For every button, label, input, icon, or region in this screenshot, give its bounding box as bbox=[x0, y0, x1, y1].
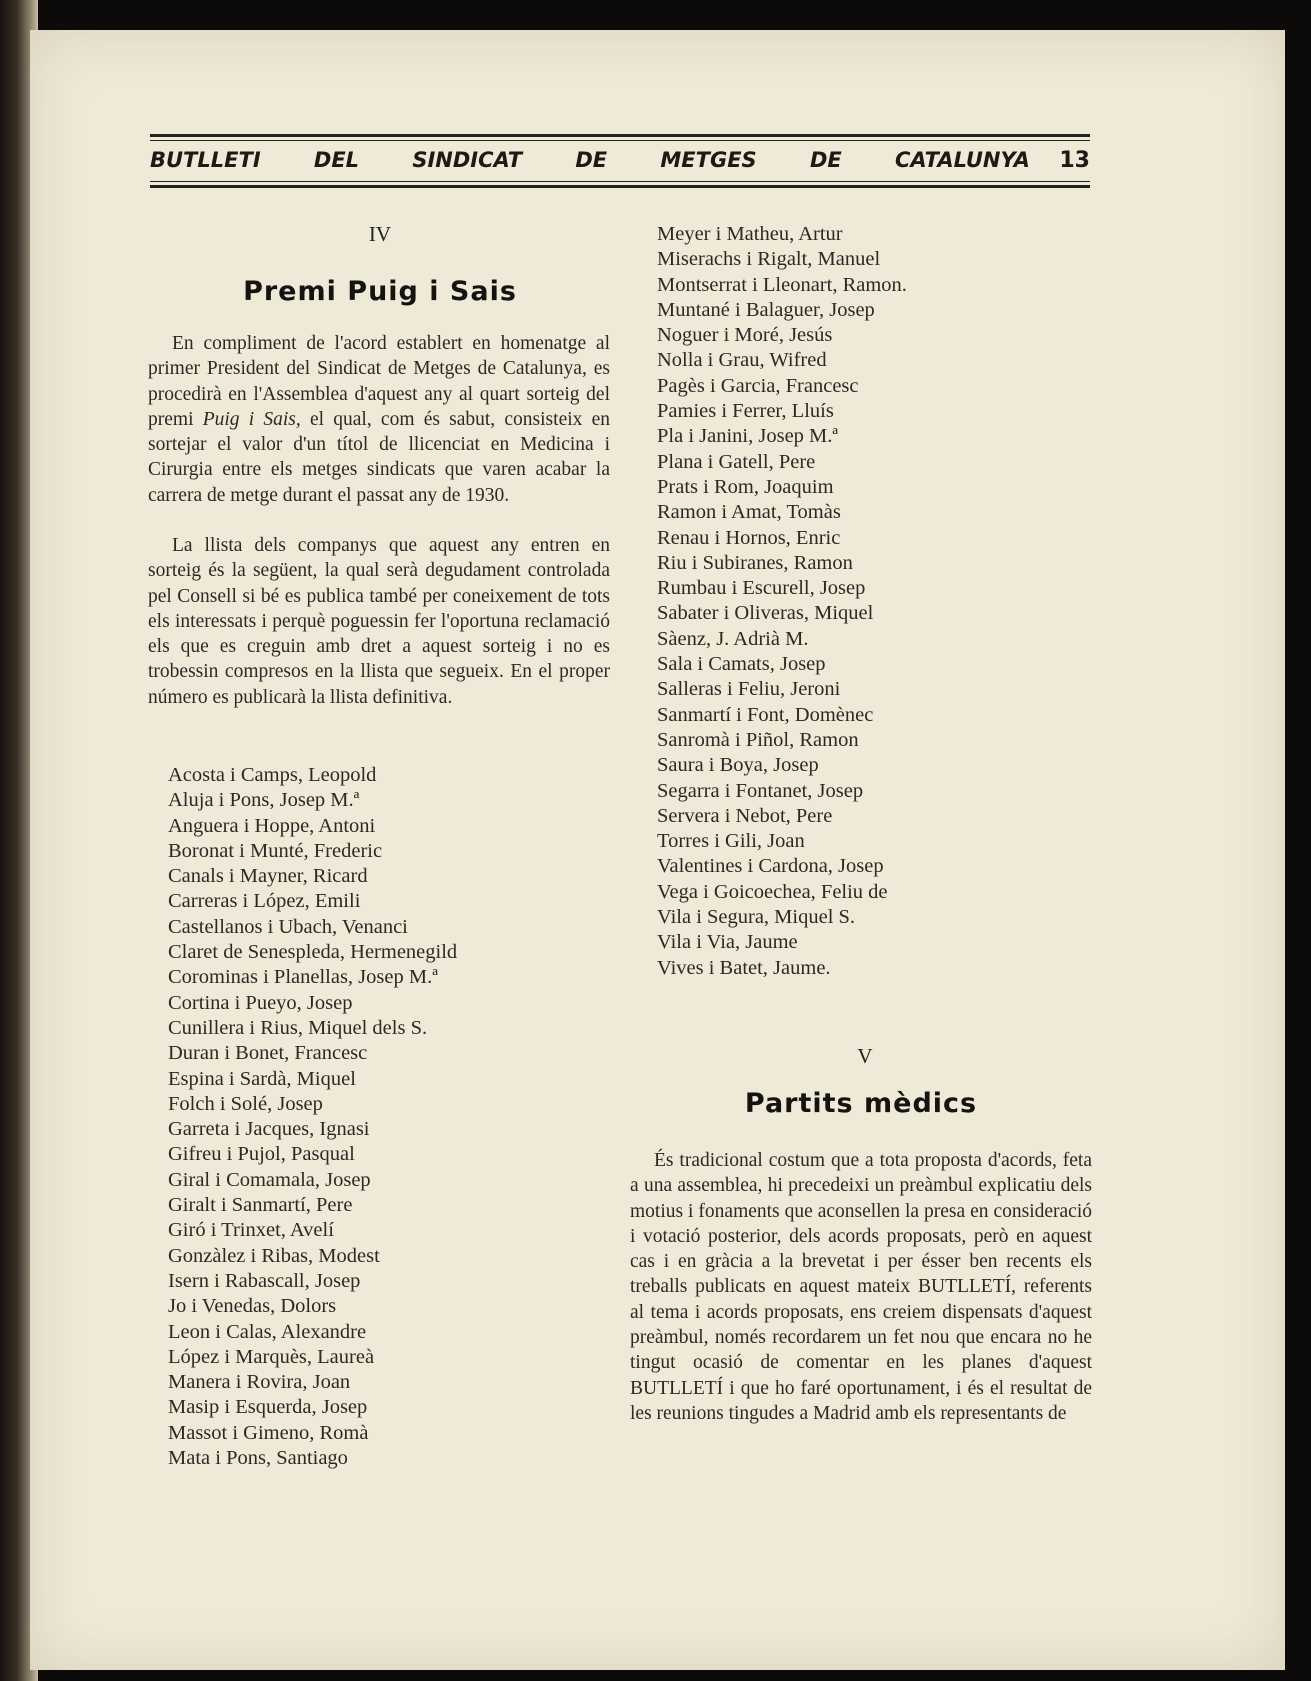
candidate-name: Miserachs i Rigalt, Manuel bbox=[657, 248, 881, 271]
journal-title-word: BUTLLETI bbox=[150, 148, 261, 172]
premi-paragraph-2: La llista dels companys que aquest any entren en sorteig és la següent, la qual serà degudament controlada pel Consell si bé es publica també per coneixement de tots els interessats i perquè poguessin fer l'oportuna reclamació els que es creguin amb dret a aquest sorteig i no es trobessin compresos en la llista que segueix. En el proper número es publicarà la llista definitiva. bbox=[148, 535, 610, 708]
candidate-name: Sanromà i Piñol, Ramon bbox=[657, 728, 859, 751]
candidate-name: Meyer i Matheu, Artur bbox=[657, 223, 843, 245]
candidate-name: Giró i Trinxet, Avelí bbox=[168, 1219, 334, 1242]
candidate-name: Leon i Calas, Alexandre bbox=[168, 1320, 367, 1343]
journal-title-word: SINDICAT bbox=[412, 148, 523, 172]
section-title-premi: Premi Puig i Sais bbox=[243, 276, 517, 307]
candidate-name: Gifreu i Pujol, Pasqual bbox=[168, 1143, 355, 1166]
candidate-name: Plana i Gatell, Pere bbox=[657, 450, 816, 473]
journal-title-word: DEL bbox=[313, 148, 360, 172]
candidate-name: Cunillera i Rius, Miquel dels S. bbox=[168, 1016, 428, 1039]
journal-title-word: DE bbox=[809, 148, 842, 172]
candidate-list-right bbox=[657, 222, 907, 981]
candidate-name: Cortina i Pueyo, Josep bbox=[168, 991, 353, 1014]
premi-paragraph-1 bbox=[148, 331, 610, 508]
candidate-name: Nolla i Grau, Wifred bbox=[657, 349, 827, 372]
candidate-name: Saura i Boya, Josep bbox=[657, 754, 819, 777]
header-rule-top-thick bbox=[150, 134, 1090, 137]
candidate-name: Folch i Solé, Josep bbox=[168, 1092, 323, 1115]
candidate-name: Gonzàlez i Ribas, Modest bbox=[168, 1244, 380, 1267]
candidate-name: Sala i Camats, Josep bbox=[657, 653, 826, 676]
candidate-name: Vega i Goicoechea, Feliu de bbox=[657, 880, 888, 903]
section-number-v: V bbox=[857, 1044, 873, 1068]
candidate-name: Canals i Mayner, Ricard bbox=[168, 865, 368, 888]
candidate-name: Anguera i Hoppe, Antoni bbox=[168, 814, 376, 837]
candidate-name: Giral i Comamala, Josep bbox=[168, 1168, 371, 1191]
candidate-name: Pla i Janini, Josep M.ª bbox=[657, 425, 839, 448]
candidate-name: Muntané i Balaguer, Josep bbox=[657, 298, 875, 321]
candidate-name: Vives i Batet, Jaume. bbox=[657, 956, 831, 979]
journal-title-word: METGES bbox=[660, 148, 757, 172]
candidate-name: Massot i Gimeno, Romà bbox=[168, 1421, 369, 1444]
candidate-name: Mata i Pons, Santiago bbox=[168, 1447, 348, 1470]
candidate-name: Claret de Senespleda, Hermenegild bbox=[168, 941, 458, 964]
candidate-list-left bbox=[168, 763, 457, 1471]
candidate-name: Valentines i Cardona, Josep bbox=[657, 855, 884, 878]
header-rule-bottom-thick bbox=[150, 185, 1090, 188]
candidate-name: Sàenz, J. Adrià M. bbox=[657, 627, 809, 650]
candidate-name: Manera i Rovira, Joan bbox=[168, 1371, 351, 1394]
candidate-name: Segarra i Fontanet, Josep bbox=[657, 779, 864, 802]
running-header bbox=[150, 148, 1090, 178]
candidate-name: Sabater i Oliveras, Miquel bbox=[657, 602, 874, 625]
journal-title-word: DE bbox=[575, 148, 608, 172]
candidate-name: Isern i Rabascall, Josep bbox=[168, 1269, 361, 1292]
candidate-name: Salleras i Feliu, Jeroni bbox=[657, 678, 841, 701]
candidate-name: Pagès i Garcia, Francesc bbox=[657, 374, 859, 397]
candidate-name: Giralt i Sanmartí, Pere bbox=[168, 1194, 353, 1217]
candidate-name: Sanmartí i Font, Domènec bbox=[657, 703, 874, 726]
candidate-name: Jo i Venedas, Dolors bbox=[168, 1295, 337, 1318]
journal-title-word: CATALUNYA bbox=[895, 148, 1030, 172]
page-number: 13 bbox=[1059, 148, 1090, 173]
header-rule-top-thin bbox=[150, 140, 1090, 141]
candidate-name: Prats i Rom, Joaquim bbox=[657, 475, 834, 498]
candidate-name: Castellanos i Ubach, Venanci bbox=[168, 915, 408, 938]
header-rule-bottom-thin bbox=[150, 181, 1090, 182]
candidate-name: Vila i Via, Jaume bbox=[657, 931, 798, 954]
candidate-name: Masip i Esquerda, Josep bbox=[168, 1396, 368, 1419]
premi-name-italic: Puig i Sais, bbox=[202, 408, 301, 430]
candidate-name: Renau i Hornos, Enric bbox=[657, 526, 841, 549]
section-title-partits: Partits mèdics bbox=[744, 1088, 978, 1119]
premi-paragraph-1-text-b: el qual, com és sabut, consisteix en sortejar el valor d'un títol de llicenciat en Medicina i Cirurgia entre els metges sindicats que varen acabar la carrera de metge durant el passat any de 1930. bbox=[148, 408, 611, 506]
candidate-name: Noguer i Moré, Jesús bbox=[657, 324, 833, 347]
candidate-name: Ramon i Amat, Tomàs bbox=[657, 501, 841, 524]
candidate-name: Rumbau i Escurell, Josep bbox=[657, 577, 866, 600]
candidate-name: Corominas i Planellas, Josep M.ª bbox=[168, 966, 438, 989]
candidate-name: Servera i Nebot, Pere bbox=[657, 804, 833, 827]
candidate-name: Espina i Sardà, Miquel bbox=[168, 1067, 356, 1090]
candidate-name: Pamies i Ferrer, Lluís bbox=[657, 400, 834, 423]
section-number-iv: IV bbox=[368, 222, 392, 246]
candidate-name: Montserrat i Lleonart, Ramon. bbox=[657, 273, 907, 296]
journal-title bbox=[150, 148, 1030, 172]
candidate-name: Acosta i Camps, Leopold bbox=[168, 764, 377, 786]
candidate-name: Duran i Bonet, Francesc bbox=[168, 1042, 368, 1065]
candidate-name: López i Marquès, Laureà bbox=[168, 1345, 375, 1368]
candidate-name: Boronat i Munté, Frederic bbox=[168, 839, 383, 862]
candidate-name: Riu i Subiranes, Ramon bbox=[657, 551, 853, 574]
candidate-name: Torres i Gili, Joan bbox=[657, 830, 805, 853]
partits-paragraph: És tradicional costum que a tota proposta d'acords, feta a una assemblea, hi precedeixi un preàmbul explicatiu dels motius i fonaments que aconsellen la presa en consideració i votació posterior, dels acords proposats, però en aquest cas i en gràcia a la brevetat i per ésser ben recents els treballs publicats en aquest mateix BUTLLETÍ, referents al tema i acords proposats, ens creiem dispensats d'aquest preàmbul, només recordarem un fet nou que encara no he tingut ocasió de comentar en les planes d'aquest BUTLLETÍ i que ho faré oportunament, i és el resultat de les reunions tingudes a Madrid amb els representants de bbox=[630, 1150, 1092, 1424]
premi-paragraph-1-text-a: En compliment de l'acord establert en homenatge al primer President del Sindicat de Metges de Catalunya, es procedirà en l'Assemblea d'aquest any al quart sorteig del premi bbox=[148, 333, 610, 430]
candidate-name: Garreta i Jacques, Ignasi bbox=[168, 1118, 370, 1141]
candidate-name: Vila i Segura, Miquel S. bbox=[657, 906, 856, 929]
candidate-name: Aluja i Pons, Josep M.ª bbox=[168, 789, 360, 812]
candidate-name: Carreras i López, Emili bbox=[168, 890, 361, 913]
